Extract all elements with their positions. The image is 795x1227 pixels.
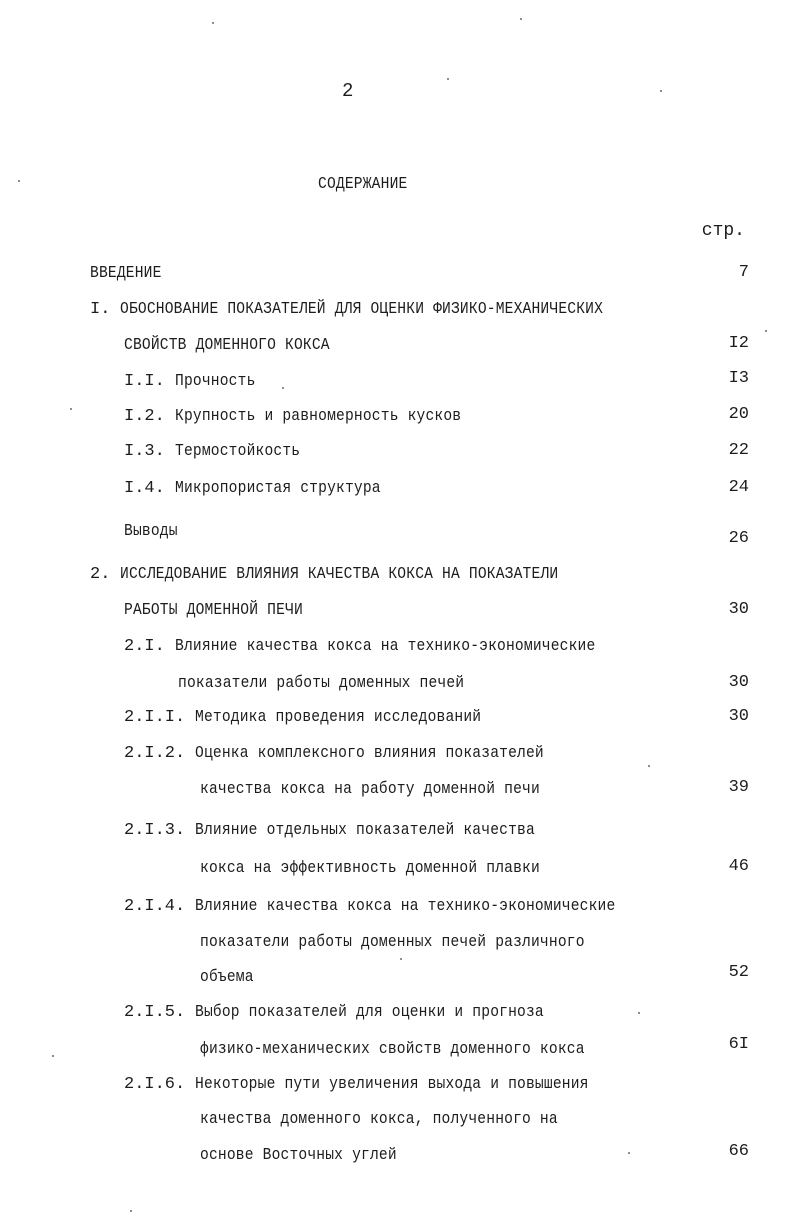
page-number: 2 [342, 80, 354, 102]
toc-page-2-1-5: 6I [728, 1035, 749, 1054]
toc-entry-2-1-4: 2.I.4. Влияние качества кокса на технико-экономические [124, 897, 616, 916]
toc-entry-2-1-3-cont: кокса на эффективность доменной плавки [200, 859, 540, 878]
scan-speck [520, 18, 522, 20]
toc-page-2-1-3: 46 [728, 857, 749, 876]
toc-entry-2-1-5-cont: физико-механических свойств доменного кокса [200, 1040, 585, 1059]
scan-speck [765, 330, 767, 332]
toc-entry-2-1-2-cont: качества кокса на работу доменной печи [200, 780, 540, 799]
toc-page-2-1-4: 52 [728, 963, 749, 982]
contents-title: СОДЕРЖАНИЕ [318, 175, 408, 194]
toc-entry-intro: ВВЕДЕНИЕ [90, 264, 162, 283]
toc-chapter-2: 2. ИССЛЕДОВАНИЕ ВЛИЯНИЯ КАЧЕСТВА КОКСА НА ПОКАЗАТЕЛИ [90, 565, 559, 584]
toc-chapter-2-cont: РАБОТЫ ДОМЕННОЙ ПЕЧИ [124, 601, 303, 620]
toc-entry-2-1: 2.I. Влияние качества кокса на технико-экономические [124, 637, 596, 656]
toc-page-ch2: 30 [728, 600, 749, 619]
toc-page-2-1-6: 66 [728, 1142, 749, 1161]
toc-chapter-1: I. ОБОСНОВАНИЕ ПОКАЗАТЕЛЕЙ ДЛЯ ОЦЕНКИ ФИЗИКО-МЕХАНИЧЕСКИХ [90, 300, 604, 319]
toc-entry-1-1: I.I. Прочность [124, 372, 256, 391]
scan-speck [628, 1152, 630, 1154]
toc-page-ch1: I2 [728, 334, 749, 353]
toc-page-intro: 7 [738, 263, 749, 282]
scan-speck [648, 765, 650, 767]
toc-entry-2-1-1: 2.I.I. Методика проведения исследований [124, 708, 482, 727]
toc-entry-2-1-3: 2.I.3. Влияние отдельных показателей качества [124, 821, 536, 840]
toc-page-2-1-1: 30 [728, 707, 749, 726]
toc-entry-conclusions: Выводы [124, 522, 178, 541]
scan-speck [212, 22, 214, 24]
toc-entry-2-1-6: 2.I.6. Некоторые пути увеличения выхода и повышения [124, 1075, 590, 1094]
toc-entry-1-4: I.4. Микропористая структура [124, 479, 381, 498]
scan-speck [130, 1210, 132, 1212]
toc-page-conclusions: 26 [728, 529, 749, 548]
scan-speck [638, 1012, 640, 1014]
toc-page-2-1: 30 [728, 673, 749, 692]
scan-speck [400, 958, 402, 960]
toc-chapter-1-cont: СВОЙСТВ ДОМЕННОГО КОКСА [124, 336, 330, 355]
toc-entry-2-1-6-cont: качества доменного кокса, полученного на [200, 1110, 558, 1129]
scan-speck [70, 408, 72, 410]
scan-speck [282, 387, 284, 389]
page-column-label: стр. [701, 221, 745, 241]
toc-entry-1-3: I.3. Термостойкость [124, 442, 301, 461]
toc-entry-2-1-cont: показатели работы доменных печей [178, 674, 465, 693]
scan-speck [52, 1055, 54, 1057]
toc-page-1-2: 20 [728, 405, 749, 424]
scan-speck [660, 90, 662, 92]
toc-entry-2-1-2: 2.I.2. Оценка комплексного влияния показателей [124, 744, 545, 763]
toc-entry-2-1-4-cont2: объема [200, 968, 254, 987]
toc-entry-2-1-4-cont: показатели работы доменных печей различного [200, 933, 585, 952]
toc-page-1-1: I3 [728, 369, 749, 388]
toc-entry-2-1-5: 2.I.5. Выбор показателей для оценки и прогноза [124, 1003, 545, 1022]
toc-page-1-3: 22 [728, 441, 749, 460]
scan-speck [447, 78, 449, 80]
toc-entry-1-2: I.2. Крупность и равномерность кусков [124, 407, 462, 426]
scan-speck [18, 180, 20, 182]
toc-page-2-1-2: 39 [728, 778, 749, 797]
toc-entry-2-1-6-cont2: основе Восточных углей [200, 1146, 397, 1165]
toc-page-1-4: 24 [728, 478, 749, 497]
